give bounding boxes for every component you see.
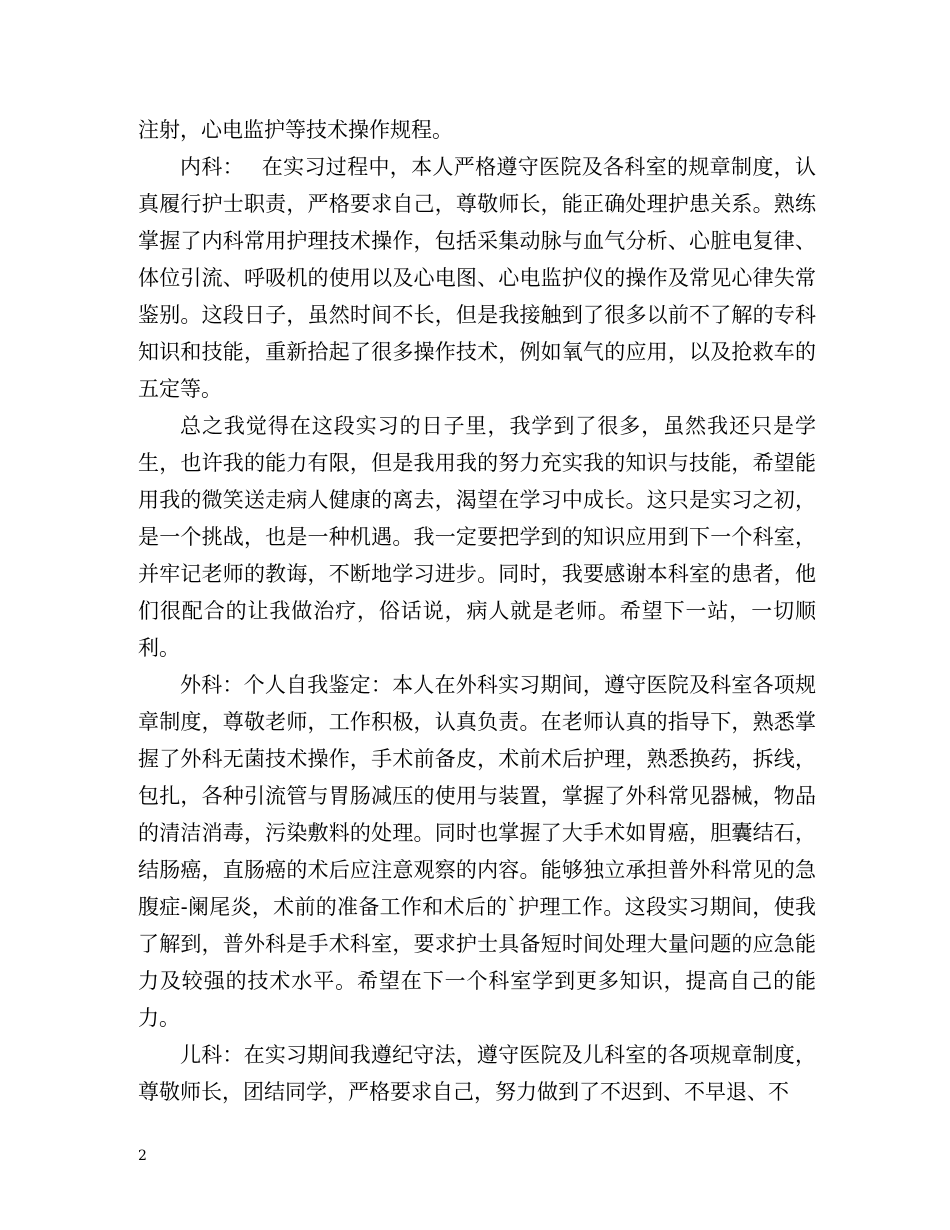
paragraph-summary: 总之我觉得在这段实习的日子里，我学到了很多，虽然我还只是学生，也许我的能力有限，但是我用我的努力充实我的知识与技能，希望能用我的微笑送走病人健康的离去，渴望在学习中成长。这只是实习之初，是一个挑战，也是一种机遇。我一定要把学到的知识应用到下一个科室，并牢记老师的教诲，不断地学习进步。同时，我要感谢本科室的患者，他们很配合的让我做治疗，俗话说，病人就是老师。希望下一站，一切顺利。 bbox=[138, 414, 816, 660]
paragraph-continuation: 注射，心电监护等技术操作规程。 bbox=[138, 118, 453, 142]
page-number: 2 bbox=[138, 1148, 147, 1164]
paragraph-internal-medicine: 内科： 在实习过程中，本人严格遵守医院及各科室的规章制度，认真履行护士职责，严格要求自己，尊敬师长，能正确处理护患关系。熟练掌握了内科常用护理技术操作，包括采集动脉与血气分析、心脏电复律、体位引流、呼吸机的使用以及心电图、心电监护仪的操作及常见心律失常鉴别。这段日子，虽然时间不长，但是我接触到了很多以前不了解的专科知识和技能，重新拾起了很多操作技术，例如氧气的应用，以及抢救车的五定等。 bbox=[138, 155, 816, 401]
paragraph-surgery: 外科：个人自我鉴定：本人在外科实习期间，遵守医院及科室各项规章制度，尊敬老师，工作积极，认真负责。在老师认真的指导下，熟悉掌握了外科无菌技术操作，手术前备皮，术前术后护理，熟悉换药，拆线，包扎，各种引流管与胃肠减压的使用与装置，掌握了外科常见器械，物品的清洁消毒，污染敷料的处理。同时也掌握了大手术如胃癌，胆囊结石，结肠癌，直肠癌的术后应注意观察的内容。能够独立承担普外科常见的急腹症-阑尾炎，术前的准备工作和术后的`护理工作。这段实习期间，使我了解到，普外科是手术科室，要求护士具备短时间处理大量问题的应急能力及较强的技术水平。希望在下一个科室学到更多知识，提高自己的能力。 bbox=[138, 673, 816, 1030]
document-body bbox=[138, 112, 816, 1111]
paragraph-pediatrics: 儿科：在实习期间我遵纪守法，遵守医院及儿科室的各项规章制度，尊敬师长，团结同学，严格要求自己，努力做到了不迟到、不早退、不 bbox=[138, 1043, 816, 1104]
